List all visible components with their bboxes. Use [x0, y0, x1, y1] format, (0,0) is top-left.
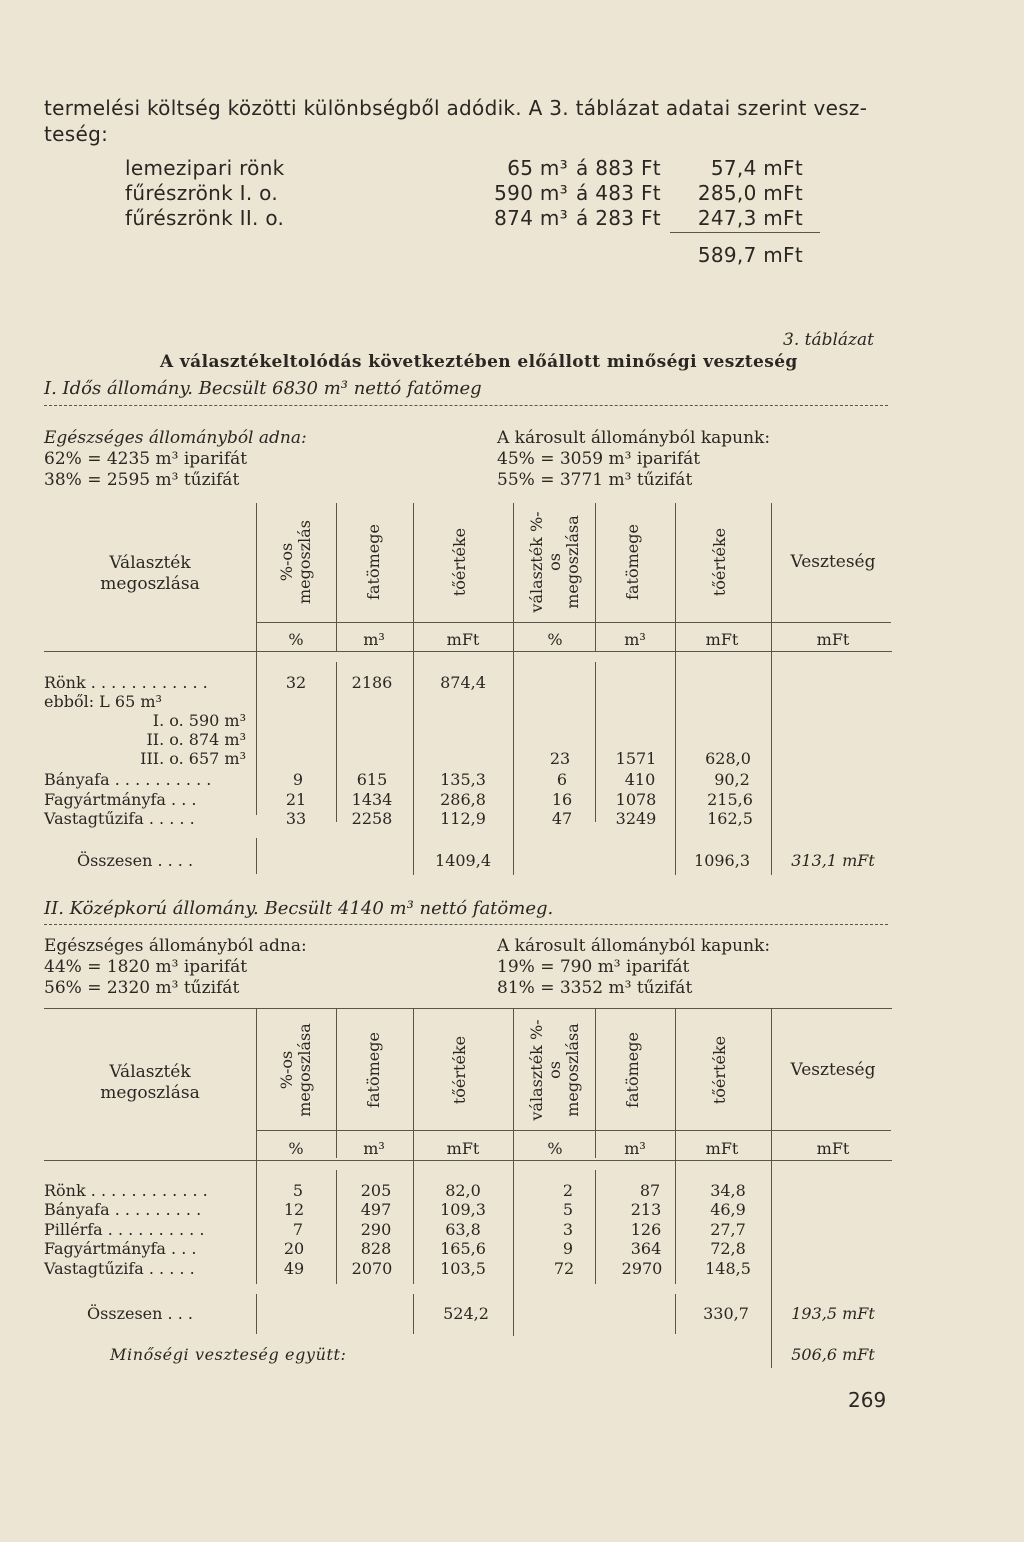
- healthy-line: 38% = 2595 m³ tűzifát: [44, 470, 240, 490]
- page-number: 269: [848, 1388, 887, 1412]
- col-rule: [413, 503, 414, 875]
- cell: 2258: [351, 809, 393, 828]
- cell: 112,9: [440, 809, 486, 828]
- row-label: Fagyártmányfa . . .: [44, 790, 197, 809]
- cell: 410: [624, 770, 656, 789]
- vert-head-text: tőértéke: [450, 1035, 469, 1105]
- vert-head-text: fatömege: [623, 1032, 642, 1108]
- vert-head-text: fatömege: [364, 524, 383, 600]
- damaged-line: 19% = 790 m³ iparifát: [497, 957, 690, 977]
- row-label: Rönk . . . . . . . . . . . .: [44, 673, 208, 692]
- healthy-line: 44% = 1820 m³ iparifát: [44, 957, 248, 977]
- row-rule: [256, 622, 891, 623]
- cell: 90,2: [714, 770, 750, 789]
- col-rule: [675, 1008, 676, 1284]
- cell: 49: [283, 1259, 305, 1278]
- cell: 34,8: [710, 1181, 746, 1200]
- total-cell: 330,7: [703, 1304, 749, 1323]
- cost-label: fűrészrönk I. o.: [125, 181, 279, 205]
- row-label: Rönk . . . . . . . . . . . .: [44, 1181, 208, 1200]
- cell: 364: [630, 1239, 662, 1258]
- unit: mFt: [705, 1139, 739, 1158]
- cell: 205: [360, 1181, 392, 1200]
- sum-rule: [670, 232, 820, 233]
- row-label: Vastagtűzifa . . . . .: [44, 1259, 195, 1278]
- col-rule: [336, 1170, 337, 1284]
- cell: 9: [562, 1239, 574, 1258]
- cost-qty: 65 m³: [507, 156, 568, 180]
- row-label: Pillérfa . . . . . . . . . .: [44, 1220, 205, 1239]
- vert-head-text: fatömege: [623, 524, 642, 600]
- unit: %: [547, 630, 563, 649]
- cost-value: 57,4 mFt: [710, 156, 803, 180]
- unit: mFt: [446, 630, 480, 649]
- section2-heading: II. Középkorú állomány. Becsült 4140 m³ nettó fatömeg.: [44, 898, 554, 919]
- total-loss: 313,1 mFt: [791, 851, 875, 870]
- col-head-veszteseg: Veszteség: [790, 1060, 876, 1080]
- section2-damaged: [497, 936, 770, 999]
- vert-head-text: tőértéke: [450, 527, 469, 597]
- cell: 162,5: [707, 809, 753, 828]
- unit: %: [288, 1139, 304, 1158]
- cell: 3249: [615, 809, 657, 828]
- col-rule: [513, 503, 514, 875]
- total-loss: 193,5 mFt: [791, 1304, 875, 1323]
- total-label: Összesen . . .: [87, 1304, 193, 1323]
- cell: 32: [285, 673, 307, 692]
- unit: %: [547, 1139, 563, 1158]
- cell: 46,9: [710, 1200, 746, 1219]
- cell: 47: [551, 809, 573, 828]
- cell: 286,8: [440, 790, 486, 809]
- cell: 615: [356, 770, 388, 789]
- cell: 9: [292, 770, 304, 789]
- cell: 874,4: [440, 673, 486, 692]
- row-label: Fagyártmányfa . . .: [44, 1239, 197, 1258]
- unit: m³: [363, 630, 385, 649]
- cell: 215,6: [707, 790, 753, 809]
- col-rule: [413, 1008, 414, 1284]
- total-label: Összesen . . . .: [76, 851, 194, 870]
- vert-head-text: tőértéke: [710, 527, 729, 597]
- unit: m³: [363, 1139, 385, 1158]
- col-rule: [771, 1008, 772, 1368]
- col-rule: [256, 503, 257, 815]
- col-head-line: megoszlása: [100, 574, 200, 594]
- cell: 2070: [351, 1259, 393, 1278]
- cost-qty: 874 m³: [494, 206, 568, 230]
- section1-heading: [44, 378, 482, 399]
- cell: 109,3: [440, 1200, 486, 1219]
- cell: 828: [360, 1239, 392, 1258]
- vert-head-text: %-os megoszlása: [277, 1023, 314, 1117]
- row-label: I. o. 590 m³: [152, 711, 246, 730]
- col-rule: [513, 1008, 514, 1336]
- damaged-line: 81% = 3352 m³ tűzifát: [497, 978, 693, 998]
- col-rule: [413, 1294, 414, 1334]
- damaged-title: A károsult állományból kapunk:: [497, 936, 771, 956]
- cell: 16: [551, 790, 573, 809]
- section1-healthy: [44, 428, 307, 491]
- unit: mFt: [816, 1139, 850, 1158]
- total-cell: 1409,4: [435, 851, 491, 870]
- intro-line-1: termelési költség közötti különbségből adódik. A 3. táblázat adatai szerint vesz-: [44, 96, 868, 120]
- row-rule: [44, 1160, 892, 1161]
- total-cell: 1096,3: [694, 851, 750, 870]
- cell: 497: [360, 1200, 392, 1219]
- col-head-valasztek: [100, 1062, 199, 1104]
- cell: 5: [562, 1200, 574, 1219]
- damaged-line: 45% = 3059 m³ iparifát: [497, 449, 701, 469]
- row-label: Vastagtűzifa . . . . .: [44, 809, 195, 828]
- col-rule: [256, 1008, 257, 1284]
- col-rule: [256, 1294, 257, 1334]
- intro-line-2: teség:: [44, 122, 109, 146]
- vert-head-text: fatömege: [364, 1032, 383, 1108]
- cost-total: 589,7 mFt: [697, 243, 803, 267]
- cell: 126: [630, 1220, 662, 1239]
- cell: 72: [553, 1259, 575, 1278]
- unit: %: [288, 630, 304, 649]
- section2-rule: [44, 924, 888, 925]
- cell: 2: [562, 1181, 574, 1200]
- col-rule: [595, 503, 596, 651]
- cell: 82,0: [445, 1181, 481, 1200]
- col-head-line: megoszlása: [100, 1083, 200, 1103]
- table-label: 3. táblázat: [783, 330, 874, 350]
- cell: 1078: [615, 790, 657, 809]
- cell: 23: [549, 749, 571, 768]
- col-rule: [256, 838, 257, 874]
- section1-heading-text: I. Idős állomány. Becsült 6830 m³ nettó fatömeg: [44, 378, 482, 399]
- vert-head-text: választék %-os megoszlása: [527, 511, 582, 613]
- col-rule: [336, 662, 337, 822]
- row-rule: [44, 651, 892, 652]
- unit: mFt: [446, 1139, 480, 1158]
- cell: 33: [285, 809, 307, 828]
- cell: 1434: [351, 790, 393, 809]
- col-head-line: Választék: [109, 1062, 191, 1082]
- healthy-title: Egészséges állományból adna:: [44, 936, 307, 956]
- summary-label: Minőségi veszteség együtt:: [110, 1345, 347, 1364]
- cell: 148,5: [705, 1259, 751, 1278]
- cell: 6: [556, 770, 568, 789]
- col-head-veszteseg: Veszteség: [790, 552, 876, 572]
- table-title: A választékeltolódás következtében előállott minőségi veszteség: [160, 352, 798, 372]
- cost-price: á 883 Ft: [576, 156, 661, 180]
- row-label: III. o. 657 m³: [140, 749, 246, 768]
- col-rule: [595, 1008, 596, 1158]
- col-rule: [336, 503, 337, 651]
- unit: mFt: [816, 630, 850, 649]
- cell: 290: [360, 1220, 392, 1239]
- col-rule: [771, 503, 772, 875]
- cell: 87: [639, 1181, 661, 1200]
- col-head-line: Választék: [109, 553, 191, 573]
- cost-label: lemezipari rönk: [125, 156, 285, 180]
- vert-head-text: tőértéke: [710, 1035, 729, 1105]
- cell: 5: [292, 1181, 304, 1200]
- cell: 72,8: [710, 1239, 746, 1258]
- cell: 7: [292, 1220, 304, 1239]
- cell: 165,6: [440, 1239, 486, 1258]
- damaged-title: A károsult állományból kapunk:: [497, 428, 771, 448]
- cost-value: 285,0 mFt: [697, 181, 803, 205]
- cost-label: fűrészrönk II. o.: [125, 206, 285, 230]
- unit: mFt: [705, 630, 739, 649]
- cell: 2186: [351, 673, 393, 692]
- vert-head-text: választék %-os megoszlása: [527, 1019, 582, 1121]
- cell: 3: [562, 1220, 574, 1239]
- col-rule: [595, 1170, 596, 1284]
- cell: 213: [630, 1200, 662, 1219]
- cost-qty: 590 m³: [494, 181, 568, 205]
- row-label: II. o. 874 m³: [146, 730, 246, 749]
- row-label: Bányafa . . . . . . . . .: [44, 1200, 202, 1219]
- row-rule: [44, 1008, 892, 1009]
- healthy-line: 62% = 4235 m³ iparifát: [44, 449, 248, 469]
- cell: 12: [283, 1200, 305, 1219]
- col-rule: [336, 1008, 337, 1158]
- col-rule: [595, 662, 596, 822]
- row-label: ebből: L 65 m³: [44, 692, 162, 711]
- cell: 27,7: [710, 1220, 746, 1239]
- cell: 2970: [621, 1259, 663, 1278]
- cost-value: 247,3 mFt: [697, 206, 803, 230]
- healthy-title: Egészséges állományból adna:: [44, 428, 307, 448]
- cell: 63,8: [445, 1220, 481, 1239]
- row-rule: [256, 1130, 891, 1131]
- cell: 1571: [615, 749, 657, 768]
- section2-healthy: [44, 936, 307, 999]
- col-head-valasztek: [100, 553, 199, 595]
- cell: 628,0: [705, 749, 751, 768]
- cell: 20: [283, 1239, 305, 1258]
- vert-head-text: %-os megoszlás: [277, 519, 314, 605]
- summary-value: 506,6 mFt: [791, 1345, 875, 1364]
- section1-damaged: [497, 428, 770, 491]
- unit: m³: [624, 1139, 646, 1158]
- unit: m³: [624, 630, 646, 649]
- col-rule: [675, 1294, 676, 1334]
- cell: 135,3: [440, 770, 486, 789]
- section1-rule: [44, 405, 888, 406]
- cost-price: á 483 Ft: [576, 181, 661, 205]
- cost-price: á 283 Ft: [576, 206, 661, 230]
- cell: 103,5: [440, 1259, 486, 1278]
- total-cell: 524,2: [443, 1304, 489, 1323]
- cell: 21: [285, 790, 307, 809]
- col-rule: [675, 503, 676, 875]
- healthy-line: 56% = 2320 m³ tűzifát: [44, 978, 240, 998]
- damaged-line: 55% = 3771 m³ tűzifát: [497, 470, 693, 490]
- row-label: Bányafa . . . . . . . . . .: [44, 770, 212, 789]
